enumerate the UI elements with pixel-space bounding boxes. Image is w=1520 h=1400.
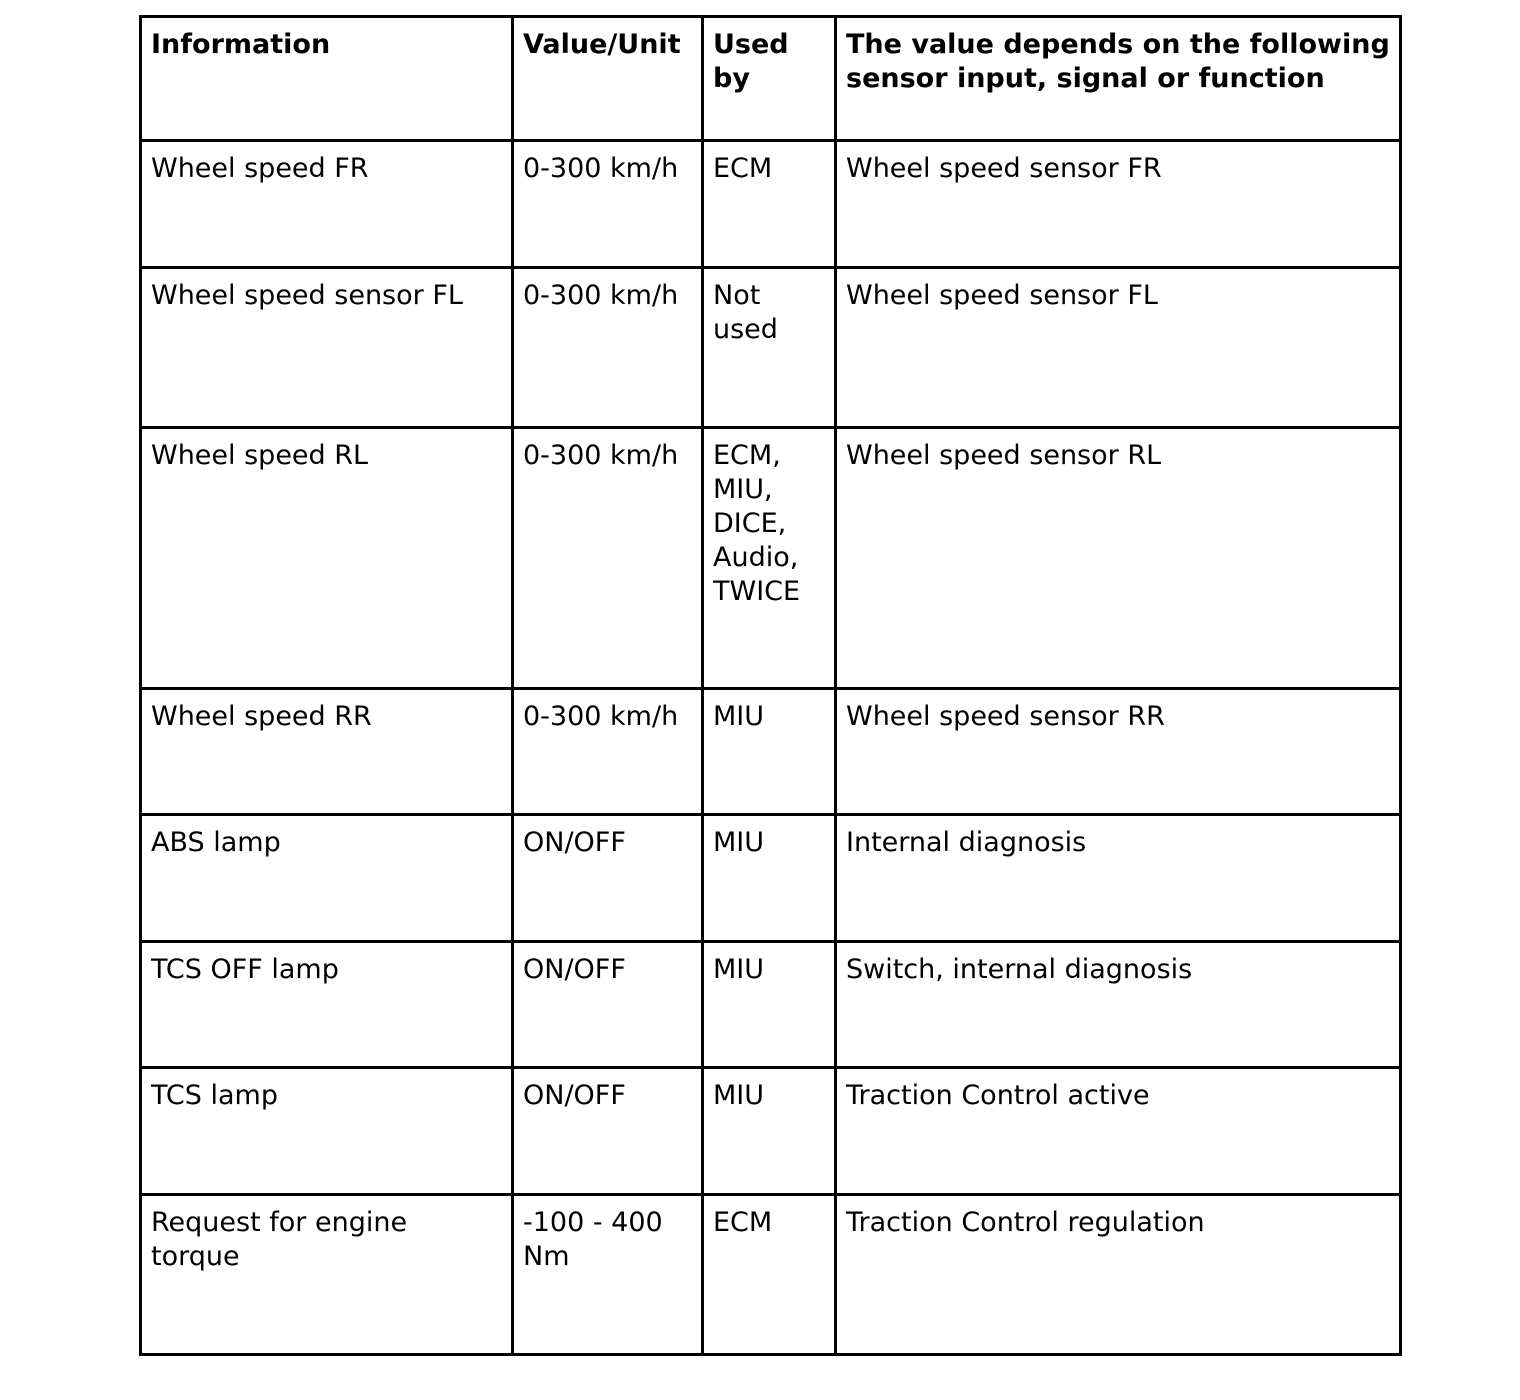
cell-information: Wheel speed sensor FL [141, 268, 513, 428]
cell-used-by: ECM [703, 141, 836, 268]
cell-information: Request for engine torque [141, 1195, 513, 1355]
header-used-by: Used by [703, 17, 836, 141]
header-value-unit: Value/Unit [513, 17, 703, 141]
cell-depends-on: Traction Control active [836, 1068, 1401, 1195]
table-row [141, 141, 1401, 268]
table-row [141, 268, 1401, 428]
cell-used-by: ECM [703, 1195, 836, 1355]
cell-information: Wheel speed RR [141, 689, 513, 815]
signal-table [139, 15, 1402, 1356]
cell-value-unit: 0-300 km/h [513, 428, 703, 689]
cell-information: TCS lamp [141, 1068, 513, 1195]
cell-used-by: MIU [703, 689, 836, 815]
cell-information: Wheel speed RL [141, 428, 513, 689]
cell-information: ABS lamp [141, 815, 513, 942]
cell-value-unit: 0-300 km/h [513, 268, 703, 428]
cell-depends-on: Wheel speed sensor FL [836, 268, 1401, 428]
cell-value-unit: -100 - 400 Nm [513, 1195, 703, 1355]
table-row [141, 428, 1401, 689]
cell-depends-on: Wheel speed sensor FR [836, 141, 1401, 268]
cell-used-by: MIU [703, 815, 836, 942]
cell-used-by: MIU [703, 942, 836, 1068]
cell-value-unit: ON/OFF [513, 1068, 703, 1195]
cell-depends-on: Internal diagnosis [836, 815, 1401, 942]
table-row [141, 1195, 1401, 1355]
cell-information: TCS OFF lamp [141, 942, 513, 1068]
cell-value-unit: 0-300 km/h [513, 141, 703, 268]
cell-value-unit: 0-300 km/h [513, 689, 703, 815]
table-row [141, 815, 1401, 942]
header-information: Information [141, 17, 513, 141]
cell-used-by: ECM, MIU, DICE, Audio, TWICE [703, 428, 836, 689]
cell-depends-on: Traction Control regulation [836, 1195, 1401, 1355]
table-row [141, 1068, 1401, 1195]
cell-used-by: MIU [703, 1068, 836, 1195]
cell-depends-on: Wheel speed sensor RR [836, 689, 1401, 815]
cell-value-unit: ON/OFF [513, 815, 703, 942]
cell-depends-on: Wheel speed sensor RL [836, 428, 1401, 689]
table-row [141, 942, 1401, 1068]
cell-depends-on: Switch, internal diagnosis [836, 942, 1401, 1068]
table-header-row [141, 17, 1401, 141]
header-depends-on: The value depends on the following sensor input, signal or function [836, 17, 1401, 141]
table-row [141, 689, 1401, 815]
cell-used-by: Not used [703, 268, 836, 428]
cell-value-unit: ON/OFF [513, 942, 703, 1068]
cell-information: Wheel speed FR [141, 141, 513, 268]
